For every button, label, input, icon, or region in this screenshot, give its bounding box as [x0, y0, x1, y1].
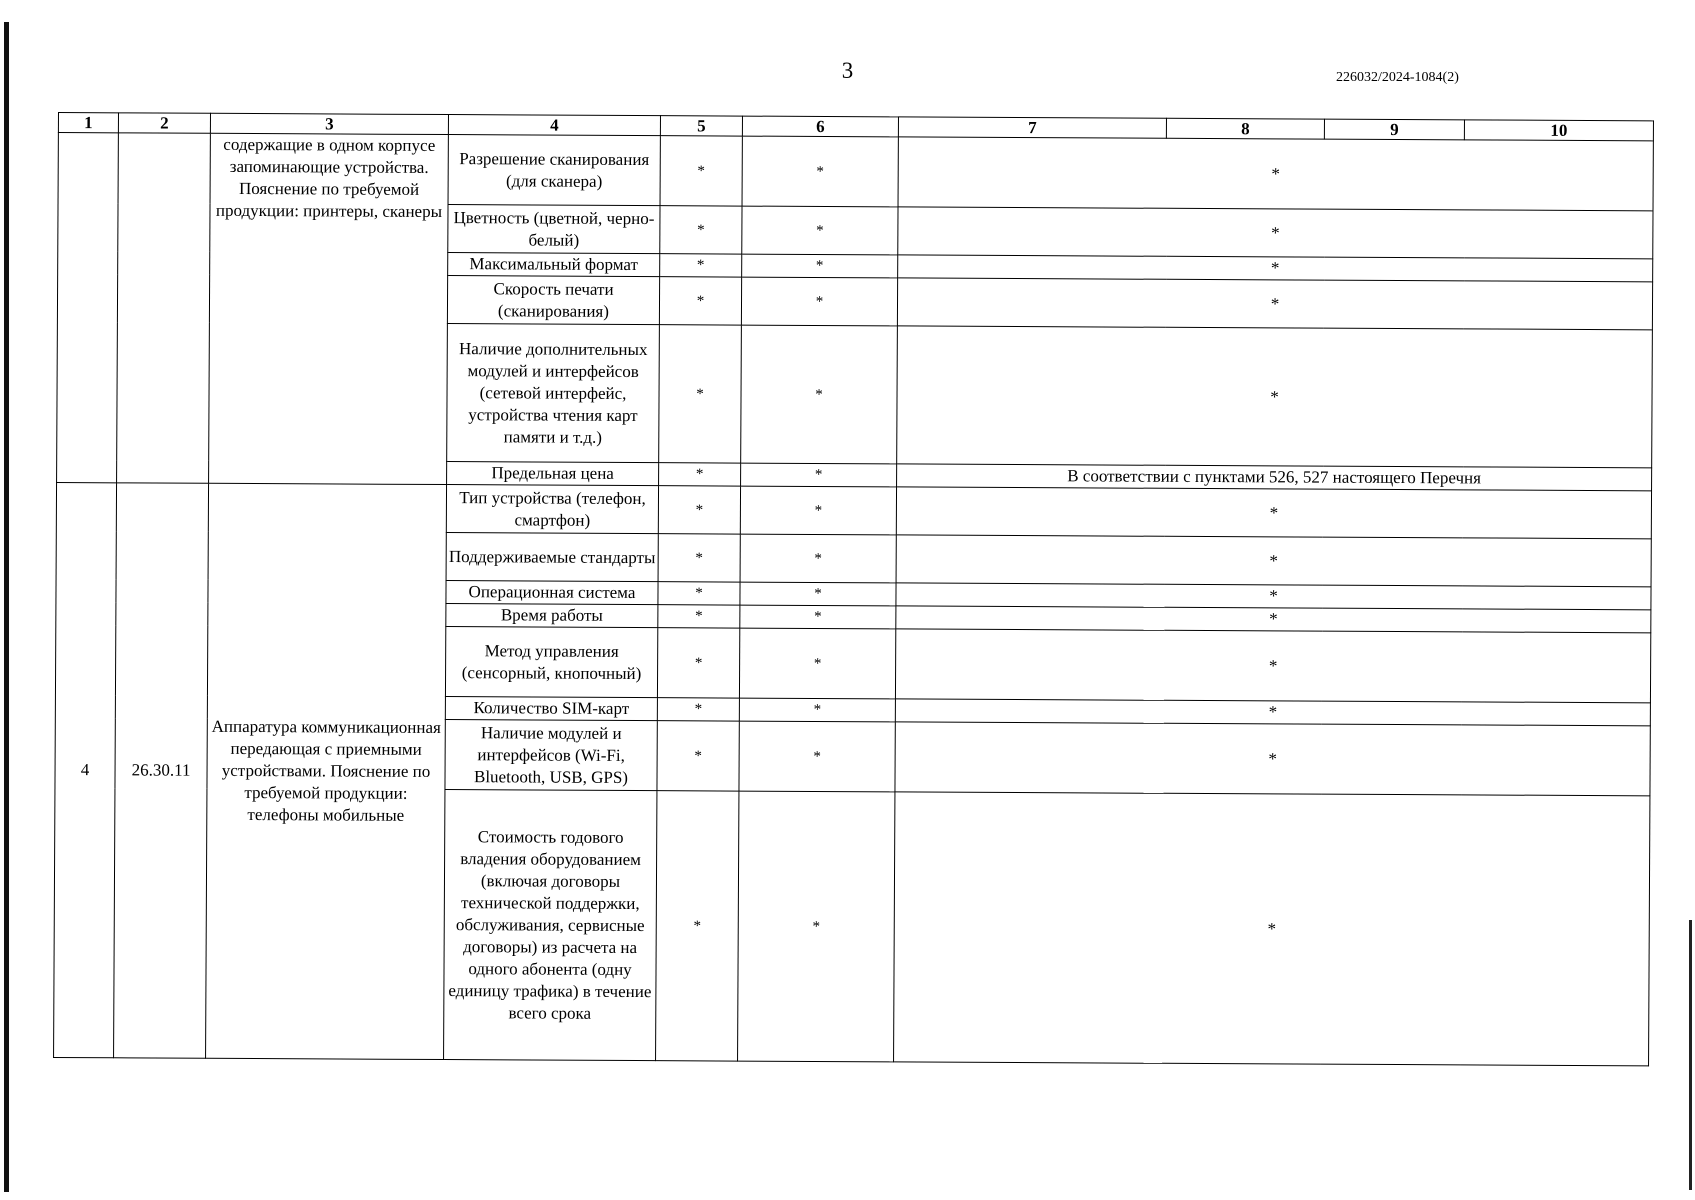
cell-value: *	[896, 583, 1651, 610]
table-row	[58, 133, 1653, 211]
cell-col5: *	[659, 277, 741, 325]
cell-col5: *	[660, 206, 742, 254]
characteristic: Разрешение сканирования (для сканера)	[448, 135, 660, 206]
scan-edge-left	[4, 22, 9, 1192]
cell-col5: *	[658, 534, 740, 582]
col-header-7: 7	[898, 117, 1166, 138]
col-header-9: 9	[1324, 119, 1464, 140]
cell-col5: *	[659, 463, 741, 486]
cell-col6: *	[740, 605, 896, 629]
cell-col6: *	[741, 325, 898, 464]
requirements-table	[53, 112, 1654, 1066]
cell-col6: *	[741, 277, 897, 326]
cell-value: *	[896, 606, 1651, 633]
cell-col6: *	[742, 206, 898, 255]
characteristic: Количество SIM-карт	[445, 697, 657, 721]
characteristic: Максимальный формат	[448, 253, 660, 277]
cell-col6: *	[739, 628, 895, 699]
characteristic: Метод управления (сенсорный, кнопочный)	[445, 627, 657, 698]
cell-value: *	[896, 535, 1651, 587]
cell-col6: *	[742, 254, 898, 278]
item-number	[57, 133, 119, 483]
col-header-6: 6	[742, 116, 898, 137]
characteristic: Стоимость годового владения оборудованием (включая договоры технической поддержки, обслуживания, сервисные договоры) из расчета на одного абонента (одну единицу трафика) в течение всего срока	[444, 790, 657, 1061]
cell-col6: *	[739, 721, 895, 792]
cell-col5: *	[658, 486, 740, 534]
cell-col5: *	[659, 325, 742, 463]
characteristic: Предельная цена	[447, 462, 659, 486]
col-header-4: 4	[448, 115, 660, 136]
page-number: 3	[841, 58, 854, 83]
cell-value: *	[895, 722, 1650, 796]
characteristic: Наличие дополнительных модулей и интерфейсов (сетевой интерфейс, устройства чтения карт памяти и т.д.)	[447, 324, 660, 463]
cell-col6: *	[740, 486, 896, 535]
col-header-3: 3	[210, 113, 448, 134]
cell-value: *	[898, 137, 1653, 211]
cell-col5: *	[658, 582, 740, 605]
item-name: содержащие в одном корпусе запоминающие устройства. Пояснение по требуемой продукции: принтеры, сканеры	[209, 133, 449, 484]
table-container	[53, 112, 1653, 1066]
cell-col5: *	[656, 791, 739, 1061]
characteristic: Операционная система	[446, 581, 658, 605]
item-code: 26.30.11	[114, 483, 209, 1058]
table-row	[56, 482, 1651, 538]
cell-value: *	[895, 629, 1650, 703]
cell-value: В соответствии с пунктами 526, 527 настоящего Перечня	[897, 464, 1652, 491]
cell-col6: *	[740, 582, 896, 606]
cell-col6: *	[742, 136, 898, 207]
cell-col5: *	[660, 254, 742, 277]
cell-col6: *	[741, 463, 897, 487]
characteristic: Поддерживаемые стандарты	[446, 533, 658, 582]
item-name: Аппаратура коммуникационная передающая с приемными устройствами. Пояснение по требуемой продукции: телефоны мобильные	[206, 483, 447, 1059]
cell-col5: *	[657, 721, 739, 791]
characteristic: Время работы	[446, 604, 658, 628]
cell-col5: *	[660, 136, 742, 206]
col-header-2: 2	[118, 113, 210, 133]
cell-col6: *	[738, 791, 895, 1062]
cell-col6: *	[739, 698, 895, 722]
cell-col5: *	[657, 698, 739, 721]
cell-value: *	[897, 326, 1653, 468]
cell-value: *	[898, 207, 1653, 259]
characteristic: Наличие модулей и интерфейсов (Wi-Fi, Bluetooth, USB, GPS)	[445, 720, 657, 791]
document-code: 226032/2024-1084(2)	[1336, 70, 1459, 85]
col-header-1: 1	[58, 113, 118, 133]
cell-value: *	[895, 699, 1650, 726]
item-number: 4	[54, 482, 117, 1057]
col-header-10: 10	[1464, 120, 1653, 141]
col-header-5: 5	[660, 116, 742, 136]
cell-col5: *	[657, 628, 739, 698]
characteristic: Цветность (цветной, черно-белый)	[448, 205, 660, 254]
characteristic: Скорость печати (сканирования)	[447, 276, 659, 325]
item-code	[117, 133, 211, 483]
characteristic: Тип устройства (телефон, смартфон)	[446, 485, 658, 534]
cell-col6: *	[740, 534, 896, 583]
scan-edge-right	[1689, 920, 1692, 1190]
cell-value: *	[898, 255, 1653, 282]
col-header-8: 8	[1166, 118, 1324, 139]
cell-value: *	[896, 487, 1651, 539]
cell-value: *	[894, 792, 1650, 1066]
cell-col5: *	[658, 605, 740, 628]
cell-value: *	[897, 278, 1652, 330]
